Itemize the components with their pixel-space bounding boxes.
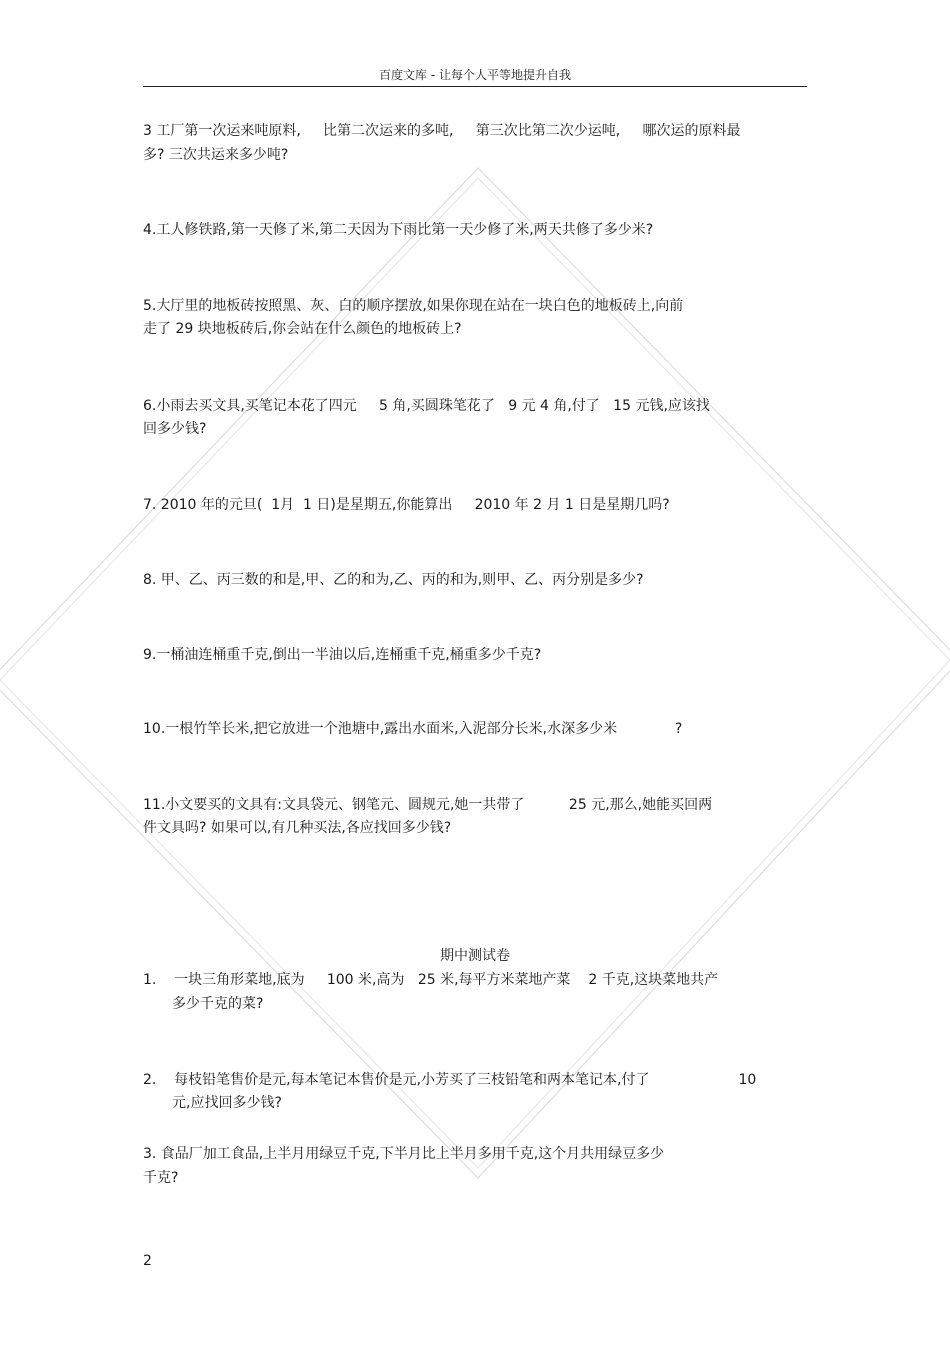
- problem-6-line-1: 6.小雨去买文具,买笔记本花了四元 5 角,买圆珠笔花了 9 元 4 角,付了 15 元钱,应该找: [143, 398, 710, 414]
- problem-3-line-2: 多? 三次共运来多少吨?: [143, 147, 289, 163]
- problem-7-line-1: 7. 2010 年的元旦( 1月 1 日)是星期五,你能算出 2010 年 2 月 1 日是星期几吗?: [143, 497, 670, 513]
- problem-3-line-1: 3 工厂第一次运来吨原料, 比第二次运来的多吨, 第三次比第二次少运吨, 哪次运的原料最: [143, 123, 741, 139]
- problem-11-line-1: 11.小文要买的文具有:文具袋元、钢笔元、圆规元,她一共带了 25 元,那么,她能买回两: [143, 797, 713, 813]
- exam-1-line-1: 1. 一块三角形菜地,底为 100 米,高为 25 米,每平方米菜地产菜 2 千克,这块菜地共产: [143, 972, 719, 988]
- problem-8-line-1: 8. 甲、乙、丙三数的和是,甲、乙的和为,乙、丙的和为,则甲、乙、丙分别是多少?: [143, 572, 644, 588]
- problem-10-line-1: 10.一根竹竿长米,把它放进一个池塘中,露出水面米,入泥部分长米,水深多少米 ?: [143, 721, 683, 737]
- problem-6-line-2: 回多少钱?: [143, 421, 207, 437]
- page-header: 百度文库 - 让每个人平等地提升自我: [379, 68, 571, 82]
- problem-4-line-1: 4.工人修铁路,第一天修了米,第二天因为下雨比第一天少修了米,两天共修了多少米?: [143, 222, 654, 238]
- section-title: 期中测试卷: [440, 948, 510, 964]
- problem-5-line-1: 5.大厅里的地板砖按照黑、灰、白的顺序摆放,如果你现在站在一块白色的地板砖上,向前: [143, 298, 684, 314]
- exam-2-line-1: 2. 每枝铅笔售价是元,每本笔记本售价是元,小芳买了三枝铅笔和两本笔记本,付了 10: [143, 1072, 757, 1088]
- problem-5-line-2: 走了 29 块地板砖后,你会站在什么颜色的地板砖上?: [143, 321, 462, 337]
- exam-2-line-2: 元,应找回多少钱?: [172, 1095, 282, 1111]
- page-number: 2: [143, 1253, 152, 1269]
- problem-11-line-2: 件文具吗? 如果可以,有几种买法,各应找回多少钱?: [143, 820, 452, 836]
- exam-3-line-2: 千克?: [143, 1170, 179, 1186]
- problem-9-line-1: 9.一桶油连桶重千克,倒出一半油以后,连桶重千克,桶重多少千克?: [143, 647, 542, 663]
- header-rule: [143, 86, 807, 87]
- exam-3-line-1: 3. 食品厂加工食品,上半月用绿豆千克,下半月比上半月多用千克,这个月共用绿豆多少: [143, 1146, 665, 1162]
- exam-1-line-2: 多少千克的菜?: [172, 996, 264, 1012]
